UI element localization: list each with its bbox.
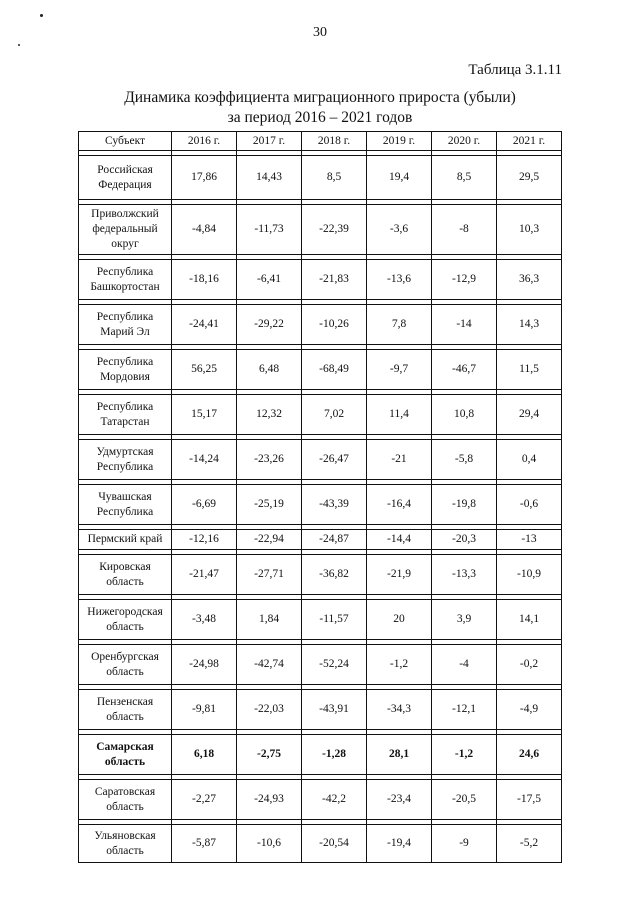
value-cell: -18,16	[172, 260, 237, 300]
value-cell: -13,3	[432, 555, 497, 595]
table-row	[79, 156, 562, 200]
subject-name-line: область	[106, 844, 144, 857]
value-cell: 10,3	[497, 205, 562, 255]
value-cell: -21,83	[302, 260, 367, 300]
value-cell: -68,49	[302, 350, 367, 390]
value-cell: -2,75	[237, 735, 302, 775]
value-cell: 19,4	[367, 156, 432, 200]
table-row	[79, 305, 562, 345]
subject-name-line: Оренбургская	[91, 650, 159, 663]
value-cell: 7,02	[302, 395, 367, 435]
value-cell: 14,1	[497, 600, 562, 640]
value-cell: -4	[432, 645, 497, 685]
value-cell: -16,4	[367, 485, 432, 525]
subject-name-line: область	[106, 800, 144, 813]
subject-name-line: Нижегородская	[87, 605, 163, 618]
header-cell: Субъект	[79, 132, 172, 151]
value-cell: -43,39	[302, 485, 367, 525]
value-cell: 11,4	[367, 395, 432, 435]
value-cell: -1,2	[432, 735, 497, 775]
value-cell: -6,41	[237, 260, 302, 300]
subject-name-line: Республика	[96, 400, 154, 413]
value-cell: -19,8	[432, 485, 497, 525]
subject-cell	[79, 260, 172, 300]
table-row	[79, 555, 562, 595]
value-cell: -14	[432, 305, 497, 345]
subject-name-line: Кировская	[99, 560, 151, 573]
value-cell: -20,5	[432, 780, 497, 820]
subject-name-line: область	[106, 575, 144, 588]
subject-name-line: Самарская	[96, 740, 154, 753]
value-cell: 14,3	[497, 305, 562, 345]
value-cell: -12,16	[172, 530, 237, 550]
value-cell: -20,54	[302, 825, 367, 863]
value-cell: -13,6	[367, 260, 432, 300]
value-cell: -24,98	[172, 645, 237, 685]
subject-name-line: Ульяновская	[94, 829, 156, 842]
subject-name-line: Мордовия	[100, 370, 150, 383]
table-row	[79, 485, 562, 525]
subject-name-line: Российская	[97, 163, 153, 176]
table-row	[79, 645, 562, 685]
value-cell: 12,32	[237, 395, 302, 435]
value-cell: 14,43	[237, 156, 302, 200]
value-cell: 15,17	[172, 395, 237, 435]
value-cell: 29,5	[497, 156, 562, 200]
value-cell: -9,81	[172, 690, 237, 730]
value-cell: 17,86	[172, 156, 237, 200]
value-cell: -5,8	[432, 440, 497, 480]
table-row	[79, 825, 562, 863]
value-cell: -24,87	[302, 530, 367, 550]
table-row	[79, 735, 562, 775]
value-cell: -8	[432, 205, 497, 255]
subject-cell	[79, 305, 172, 345]
subject-name-line: федеральный	[92, 223, 158, 235]
subject-cell	[79, 825, 172, 863]
table-label: Таблица 3.1.11	[468, 62, 562, 78]
table-row	[79, 600, 562, 640]
value-cell: 20	[367, 600, 432, 640]
value-cell: -43,91	[302, 690, 367, 730]
subject-cell	[79, 205, 172, 255]
value-cell: -19,4	[367, 825, 432, 863]
value-cell: -0,6	[497, 485, 562, 525]
value-cell: -14,4	[367, 530, 432, 550]
subject-name-line: Республика	[96, 460, 154, 473]
table-row	[79, 690, 562, 730]
value-cell: -2,27	[172, 780, 237, 820]
subject-cell	[79, 530, 172, 550]
value-cell: -22,39	[302, 205, 367, 255]
subject-name-line: Республика	[96, 505, 154, 518]
subject-cell	[79, 395, 172, 435]
subject-cell	[79, 350, 172, 390]
value-cell: 24,6	[497, 735, 562, 775]
title-line-2: за период 2016 – 2021 годов	[227, 109, 413, 126]
table-row	[79, 780, 562, 820]
header-row	[79, 132, 562, 151]
page-number: 30	[313, 25, 327, 40]
subject-cell	[79, 645, 172, 685]
subject-name-line: Республика	[96, 355, 154, 368]
table-body	[79, 151, 562, 863]
value-cell: -23,26	[237, 440, 302, 480]
value-cell: -6,69	[172, 485, 237, 525]
value-cell: -14,24	[172, 440, 237, 480]
value-cell: -12,1	[432, 690, 497, 730]
value-cell: 10,8	[432, 395, 497, 435]
value-cell: -21,47	[172, 555, 237, 595]
subject-cell	[79, 735, 172, 775]
value-cell: -24,41	[172, 305, 237, 345]
header-cell: 2021 г.	[497, 132, 562, 151]
value-cell: -21,9	[367, 555, 432, 595]
subject-name-line: область	[104, 755, 146, 768]
subject-cell	[79, 690, 172, 730]
subject-name-line: Федерация	[98, 178, 152, 191]
value-cell: -34,3	[367, 690, 432, 730]
subject-name-line: Башкортостан	[90, 280, 160, 293]
value-cell: -20,3	[432, 530, 497, 550]
value-cell: 1,84	[237, 600, 302, 640]
subject-cell	[79, 600, 172, 640]
value-cell: -52,24	[302, 645, 367, 685]
value-cell: -5,2	[497, 825, 562, 863]
value-cell: -12,9	[432, 260, 497, 300]
subject-name-line: область	[106, 665, 144, 678]
value-cell: -22,03	[237, 690, 302, 730]
value-cell: -36,82	[302, 555, 367, 595]
value-cell: -9	[432, 825, 497, 863]
header-cell: 2017 г.	[237, 132, 302, 151]
header-cell: 2020 г.	[432, 132, 497, 151]
value-cell: -42,2	[302, 780, 367, 820]
table-row	[79, 395, 562, 435]
subject-name-line: Удмуртская	[96, 445, 154, 458]
subject-name-line: Татарстан	[100, 415, 150, 428]
subject-name-line: область	[106, 620, 144, 633]
value-cell: 56,25	[172, 350, 237, 390]
value-cell: -10,6	[237, 825, 302, 863]
value-cell: -4,84	[172, 205, 237, 255]
subject-name-line: округ	[111, 238, 139, 250]
value-cell: -11,57	[302, 600, 367, 640]
value-cell: -11,73	[237, 205, 302, 255]
table-row	[79, 205, 562, 255]
migration-table	[78, 131, 562, 863]
subject-name-line: Пермский край	[87, 533, 163, 545]
value-cell: -23,4	[367, 780, 432, 820]
subject-name-line: Республика	[96, 265, 154, 278]
value-cell: -10,26	[302, 305, 367, 345]
table-row	[79, 260, 562, 300]
table-title	[0, 88, 640, 128]
value-cell: -1,28	[302, 735, 367, 775]
subject-name-line: Марий Эл	[100, 325, 150, 338]
value-cell: -13	[497, 530, 562, 550]
value-cell: 7,8	[367, 305, 432, 345]
value-cell: 29,4	[497, 395, 562, 435]
table-row	[79, 530, 562, 550]
value-cell: -9,7	[367, 350, 432, 390]
subject-name-line: область	[106, 710, 144, 723]
subject-name-line: Чувашская	[98, 490, 152, 503]
subject-name-line: Приволжский	[91, 208, 159, 220]
value-cell: 3,9	[432, 600, 497, 640]
value-cell: -0,2	[497, 645, 562, 685]
value-cell: -26,47	[302, 440, 367, 480]
value-cell: -24,93	[237, 780, 302, 820]
scan-speck	[18, 44, 20, 46]
value-cell: 8,5	[302, 156, 367, 200]
value-cell: -42,74	[237, 645, 302, 685]
header-cell: 2019 г.	[367, 132, 432, 151]
header-cell: 2016 г.	[172, 132, 237, 151]
value-cell: -27,71	[237, 555, 302, 595]
value-cell: -4,9	[497, 690, 562, 730]
value-cell: -21	[367, 440, 432, 480]
value-cell: -5,87	[172, 825, 237, 863]
subject-name-line: Республика	[96, 310, 154, 323]
subject-cell	[79, 555, 172, 595]
value-cell: 8,5	[432, 156, 497, 200]
value-cell: -1,2	[367, 645, 432, 685]
value-cell: -17,5	[497, 780, 562, 820]
value-cell: 6,18	[172, 735, 237, 775]
value-cell: 0,4	[497, 440, 562, 480]
scan-speck	[40, 14, 43, 17]
value-cell: 36,3	[497, 260, 562, 300]
table-row	[79, 350, 562, 390]
value-cell: -3,6	[367, 205, 432, 255]
value-cell: -29,22	[237, 305, 302, 345]
subject-name-line: Саратовская	[94, 785, 156, 798]
value-cell: -3,48	[172, 600, 237, 640]
value-cell: -25,19	[237, 485, 302, 525]
value-cell: -22,94	[237, 530, 302, 550]
value-cell: 28,1	[367, 735, 432, 775]
value-cell: 6,48	[237, 350, 302, 390]
subject-cell	[79, 440, 172, 480]
table-row	[79, 440, 562, 480]
subject-cell	[79, 780, 172, 820]
subject-cell	[79, 156, 172, 200]
value-cell: 11,5	[497, 350, 562, 390]
subject-cell	[79, 485, 172, 525]
value-cell: -10,9	[497, 555, 562, 595]
value-cell: -46,7	[432, 350, 497, 390]
subject-name-line: Пензенская	[96, 695, 154, 708]
header-cell: 2018 г.	[302, 132, 367, 151]
title-line-1: Динамика коэффициента миграционного прироста (убыли)	[124, 89, 516, 106]
